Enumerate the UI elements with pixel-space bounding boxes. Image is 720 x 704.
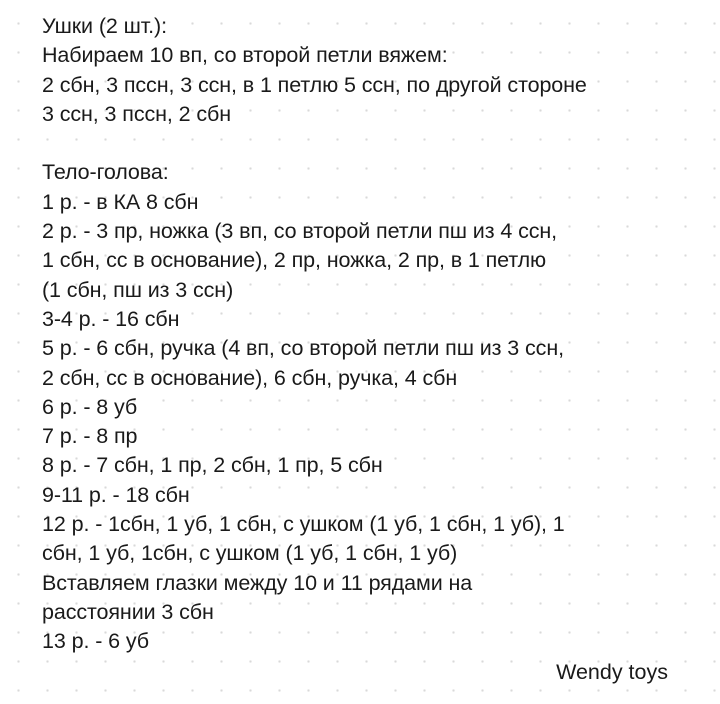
row-8-line: 8 р. - 7 сбн, 1 пр, 2 сбн, 1 пр, 5 сбн (42, 453, 383, 478)
signature: Wendy toys (556, 660, 668, 684)
eyes-instruction-line-2: расстоянии 3 сбн (42, 599, 214, 624)
ears-cast-on-line: Набираем 10 вп, со второй петли вяжем: (42, 43, 448, 68)
ears-stitches-line-2: 3 ссн, 3 пссн, 2 сбн (42, 101, 232, 126)
row-2-line-1: 2 р. - 3 пр, ножка (3 вп, со второй петли пш из 4 ссн, (42, 219, 558, 244)
rows-9-11-line: 9-11 р. - 18 сбн (42, 482, 190, 507)
eyes-instruction-line-1: Вставляем глазки между 10 и 11 рядами на (42, 570, 473, 595)
row-6-line: 6 р. - 8 уб (42, 394, 138, 419)
row-2-line-3: (1 сбн, пш из 3 ссн) (42, 277, 234, 302)
row-1-line: 1 р. - в КА 8 сбн (42, 189, 199, 214)
blank-line (42, 129, 702, 158)
row-12-line-2: сбн, 1 уб, 1сбн, с ушком (1 уб, 1 сбн, 1 уб) (42, 541, 458, 566)
note-text (42, 12, 702, 657)
row-7-line: 7 р. - 8 пр (42, 424, 138, 449)
row-12-line-1: 12 р. - 1сбн, 1 уб, 1 сбн, с ушком (1 уб, 1 сбн, 1 уб), 1 (42, 512, 565, 537)
ears-heading: Ушки (2 шт.): (42, 14, 167, 38)
row-2-line-2: 1 сбн, сс в основание), 2 пр, ножка, 2 пр, в 1 петлю (42, 248, 547, 273)
row-5-line-1: 5 р. - 6 сбн, ручка (4 вп, со второй петли пш из 3 ссн, (42, 336, 564, 361)
row-13-line: 13 р. - 6 уб (42, 629, 149, 654)
row-5-line-2: 2 сбн, сс в основание), 6 сбн, ручка, 4 сбн (42, 365, 458, 390)
rows-3-4-line: 3-4 р. - 16 сбн (42, 306, 180, 331)
ears-stitches-line-1: 2 сбн, 3 пссн, 3 ссн, в 1 петлю 5 ссн, по другой стороне (42, 72, 587, 97)
body-head-heading: Тело-голова: (42, 160, 169, 185)
